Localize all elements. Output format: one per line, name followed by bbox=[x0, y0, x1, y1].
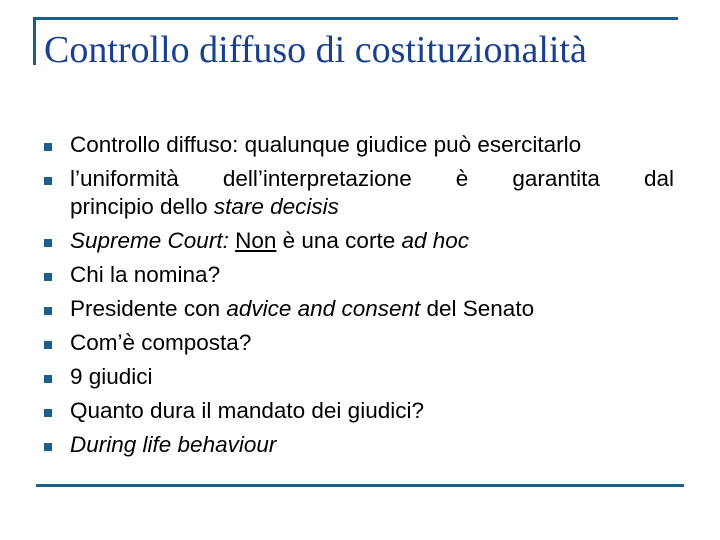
bullet-item-uniformita bbox=[44, 162, 674, 224]
bullet-text-italic: Supreme Court: bbox=[70, 228, 229, 253]
bullet-text-italic: stare decisis bbox=[213, 194, 339, 219]
bullet-text-underlined: Non bbox=[235, 228, 277, 253]
square-bullet-icon bbox=[44, 307, 52, 315]
bullet-item-9-giudici bbox=[44, 360, 674, 394]
bullet-text: Quanto dura il mandato dei giudici? bbox=[70, 398, 424, 423]
bullet-text: Com’è composta? bbox=[70, 330, 252, 355]
square-bullet-icon bbox=[44, 177, 52, 185]
bottom-rule bbox=[36, 484, 684, 487]
bullet-item-quanto-dura bbox=[44, 394, 674, 428]
bullet-text: è una corte bbox=[276, 228, 402, 253]
square-bullet-icon bbox=[44, 341, 52, 349]
bullet-item-chi-la-nomina bbox=[44, 258, 674, 292]
bullet-text-italic: ad hoc bbox=[401, 228, 470, 253]
square-bullet-icon bbox=[44, 443, 52, 451]
bullet-text: Chi la nomina? bbox=[70, 262, 221, 287]
square-bullet-icon bbox=[44, 273, 52, 281]
square-bullet-icon bbox=[44, 409, 52, 417]
slide-title: Controllo diffuso di costituzionalità bbox=[44, 29, 587, 71]
bullet-text-italic: During life behaviour bbox=[70, 432, 277, 457]
bullet-text-italic: advice and consent bbox=[226, 296, 421, 321]
bullet-text: Presidente con bbox=[70, 296, 227, 321]
square-bullet-icon bbox=[44, 143, 52, 151]
title-frame-top-rule bbox=[33, 17, 678, 20]
square-bullet-icon bbox=[44, 239, 52, 247]
bullet-text-line-2 bbox=[70, 194, 339, 219]
bullet-item-supreme-court bbox=[44, 224, 674, 258]
bullet-list bbox=[44, 128, 674, 462]
bullet-text: 9 giudici bbox=[70, 364, 153, 389]
bullet-item-presidente bbox=[44, 292, 674, 326]
bullet-item-controllo-diffuso bbox=[44, 128, 674, 162]
title-frame-left-rule bbox=[33, 17, 36, 65]
bullet-text: principio dello bbox=[70, 194, 214, 219]
bullet-text: del Senato bbox=[420, 296, 535, 321]
bullet-text: Controllo diffuso: qualunque giudice può esercitarlo bbox=[70, 132, 582, 157]
bullet-text-line-1: l’uniformità dell’interpretazione è garantita dal bbox=[70, 166, 674, 191]
bullet-item-com-e-composta bbox=[44, 326, 674, 360]
bullet-item-during-life bbox=[44, 428, 674, 462]
square-bullet-icon bbox=[44, 375, 52, 383]
